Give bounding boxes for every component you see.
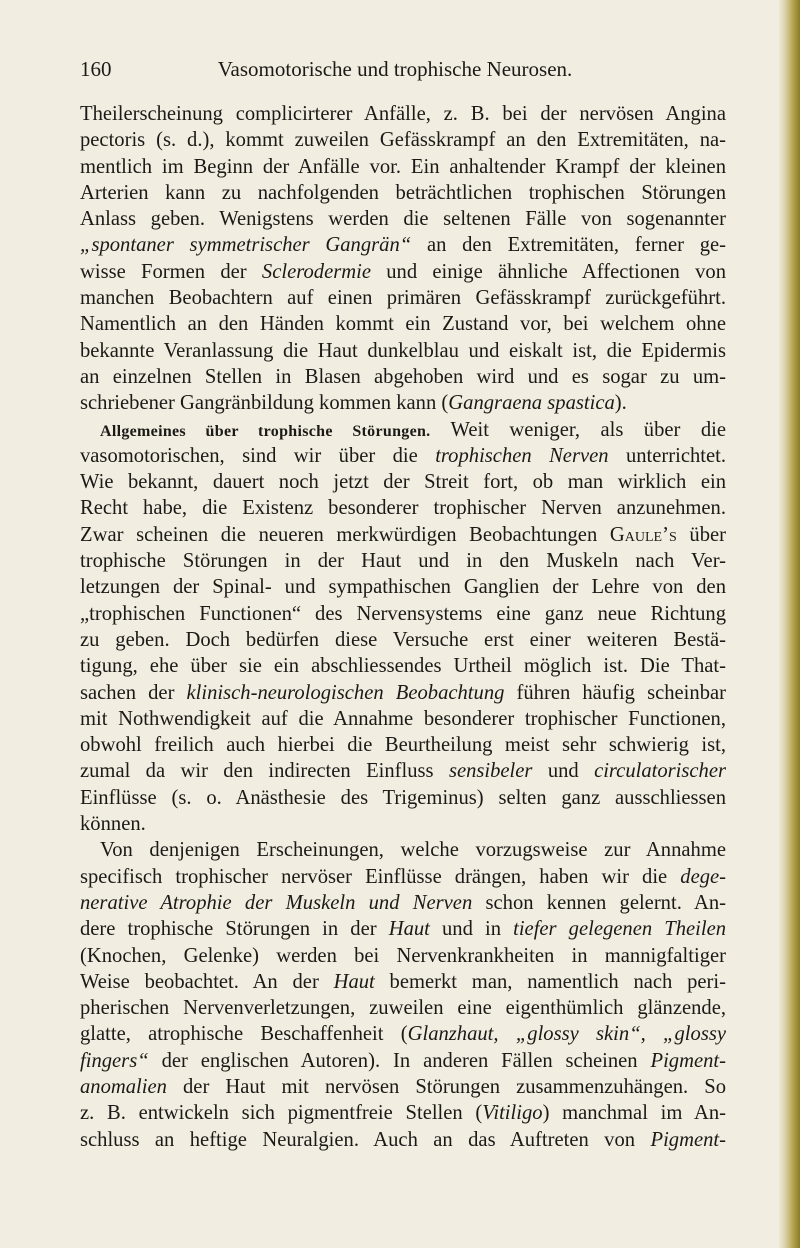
text-line: glatte, atrophische Beschaffenheit (Glanzhaut, „glossy skin“, „glossy <box>80 1023 726 1046</box>
text-line: Theilerscheinung complicirterer Anfälle, z. B. bei der nervösen Angina <box>80 103 726 125</box>
text-line: Von denjenigen Erscheinungen, welche vorzugsweise zur Annahme <box>100 839 726 862</box>
text-line: Weise beobachtet. An der Haut bemerkt man, namentlich nach peri- <box>80 970 726 993</box>
text-line: z. B. entwickeln sich pigmentfreie Stellen (Vitiligo) manchmal im An- <box>80 1102 726 1125</box>
text-line: trophische Störungen in der Haut und in den Muskeln nach Ver- <box>80 550 726 573</box>
page-edge <box>778 0 800 1248</box>
text-line: wisse Formen der Sclerodermie und einige ähnliche Affectionen von <box>80 260 726 283</box>
text-line: Allgemeines über trophische Störungen. Weit weniger, als über die <box>100 418 726 441</box>
text-line: manchen Beobachtern auf einen primären Gefässkrampf zurückgeführt. <box>80 287 726 310</box>
running-title: Vasomotorische und trophische Neurosen. <box>217 57 573 81</box>
text-line: fingers“ der englischen Autoren). In anderen Fällen scheinen Pigment- <box>80 1049 726 1072</box>
text-line: nerative Atrophie der Muskeln und Nerven schon kennen gelernt. An- <box>80 891 726 914</box>
text-line: (Knochen, Gelenke) werden bei Nervenkrankheiten in mannigfaltiger <box>80 944 726 967</box>
text-line: pectoris (s. d.), kommt zuweilen Gefässkrampf an den Extremitäten, na- <box>80 129 726 152</box>
text-line: Namentlich an den Händen kommt ein Zustand vor, bei welchem ohne <box>80 313 726 336</box>
body-text <box>80 101 726 1153</box>
text-line: sachen der klinisch-neurologischen Beobachtung führen häufig scheinbar <box>80 681 726 704</box>
page-header <box>80 57 710 91</box>
text-line: Einflüsse (s. o. Anästhesie des Trigeminus) selten ganz ausschliessen <box>80 786 726 809</box>
text-line: mentlich im Beginn der Anfälle vor. Ein anhaltender Krampf der kleinen <box>80 155 726 178</box>
text-line: mit Nothwendigkeit auf die Annahme besonderer trophischer Functionen, <box>80 707 726 730</box>
text-line: Anlass geben. Wenigstens werden die seltenen Fälle von sogenannter <box>80 208 726 231</box>
text-line: letzungen der Spinal- und sympathischen Ganglien der Lehre von den <box>80 576 726 599</box>
text-line: können. <box>80 813 146 836</box>
page-number: 160 <box>80 57 112 81</box>
section-heading: Allgemeines über trophische Störungen. <box>100 422 431 440</box>
text-line: zumal da wir den indirecten Einfluss sensibeler und circulatorischer <box>80 760 726 783</box>
text-line: zu geben. Doch bedürfen diese Versuche erst einer weiteren Bestä- <box>80 628 726 651</box>
text-line: tigung, ehe über sie ein abschliessendes Urtheil möglich ist. Die That- <box>80 655 726 678</box>
text-line: schluss an heftige Neuralgien. Auch an das Auftreten von Pigment- <box>80 1128 726 1151</box>
text-line: pherischen Nervenverletzungen, zuweilen eine eigenthümlich glänzende, <box>80 997 726 1020</box>
text-line: anomalien der Haut mit nervösen Störungen zusammenzuhängen. So <box>80 1075 726 1098</box>
text-line: specifisch trophischer nervöser Einflüsse drängen, haben wir die dege- <box>80 865 726 888</box>
text-line: Arterien kann zu nachfolgenden beträchtlichen trophischen Störungen <box>80 181 726 204</box>
text-line: Wie bekannt, dauert noch jetzt der Streit fort, ob man wirklich ein <box>80 471 726 494</box>
text-line: obwohl freilich auch hierbei die Beurtheilung meist sehr schwierig ist, <box>80 734 726 757</box>
text-line: Zwar scheinen die neueren merkwürdigen Beobachtungen Gaule’s über <box>80 523 726 546</box>
text-line: vasomotorischen, sind wir über die trophischen Nerven unterrichtet. <box>80 444 726 467</box>
text-line: an einzelnen Stellen in Blasen abgehoben wird und es sogar zu um- <box>80 365 726 388</box>
text-line: „trophischen Functionen“ des Nervensystems eine ganz neue Richtung <box>80 602 726 625</box>
text-line: schriebener Gangränbildung kommen kann (Gangraena spastica). <box>80 392 627 415</box>
text-line: dere trophische Störungen in der Haut und in tiefer gelegenen Theilen <box>80 918 726 941</box>
text-line: „spontaner symmetrischer Gangrän“ an den Extremitäten, ferner ge- <box>80 234 726 257</box>
text-line: bekannte Veranlassung die Haut dunkelblau und eiskalt ist, die Epidermis <box>80 339 726 362</box>
text-line: Recht habe, die Existenz besonderer trophischer Nerven anzunehmen. <box>80 497 726 520</box>
